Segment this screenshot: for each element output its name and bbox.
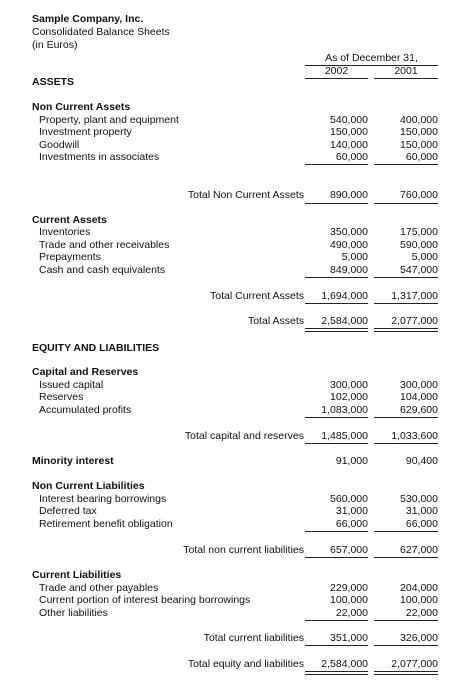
line-item-label: Retirement benefit obligation <box>39 518 173 530</box>
line-item-value-2001: 31,000 <box>405 505 438 517</box>
total-capital-reserves-2001: 1,033,600 <box>391 430 438 442</box>
line-item-label: Property, plant and equipment <box>39 114 179 126</box>
total-rule <box>374 443 438 444</box>
total-non-current-liabilities-label: Total non current liabilities <box>183 544 304 556</box>
line-item-value-2002: 31,000 <box>335 505 368 517</box>
current-assets-heading: Current Assets <box>32 214 107 226</box>
line-item-label: Cash and cash equivalents <box>39 264 166 276</box>
line-item-value-2002: 560,000 <box>330 493 368 505</box>
line-item-value-2002: 229,000 <box>330 582 368 594</box>
line-item-value-2002: 150,000 <box>330 126 368 138</box>
total-non-current-assets-2002: 890,000 <box>330 189 368 201</box>
line-item-value-2002: 350,000 <box>330 226 368 238</box>
subtotal-rule <box>305 531 368 532</box>
line-item-label: Goodwill <box>39 139 80 151</box>
line-item-label: Accumulated profits <box>39 404 132 416</box>
line-item-value-2001: 629,600 <box>400 404 438 416</box>
line-item-value-2001: 150,000 <box>400 126 438 138</box>
grand-total-double-rule <box>374 671 438 675</box>
line-item-value-2001: 175,000 <box>400 226 438 238</box>
line-item-label: Current portion of interest bearing borrowings <box>39 594 251 606</box>
current-liabilities-heading: Current Liabilities <box>32 569 122 581</box>
line-item-value-2002: 140,000 <box>330 139 368 151</box>
line-item-value-2002: 100,000 <box>330 594 368 606</box>
line-item-value-2002: 540,000 <box>330 114 368 126</box>
total-current-liabilities-2001: 326,000 <box>400 632 438 644</box>
line-item-label: Investments in associates <box>39 151 160 163</box>
grand-total-double-rule <box>374 328 438 332</box>
line-item-value-2001: 104,000 <box>400 391 438 403</box>
total-non-current-assets-2001: 760,000 <box>400 189 438 201</box>
line-item-value-2002: 1,083,000 <box>321 404 368 416</box>
line-item-value-2001: 400,000 <box>400 114 438 126</box>
line-item-value-2001: 100,000 <box>400 594 438 606</box>
total-rule <box>305 443 368 444</box>
line-item-value-2001: 5,000 <box>411 251 438 263</box>
line-item-value-2002: 22,000 <box>335 607 368 619</box>
year-2001-header: 2001 <box>394 65 418 77</box>
total-current-liabilities-2002: 351,000 <box>330 632 368 644</box>
subtotal-rule <box>374 164 438 165</box>
line-item-value-2001: 66,000 <box>405 518 438 530</box>
grand-total-double-rule <box>305 328 368 332</box>
total-rule <box>374 645 438 646</box>
total-equity-liabilities-label: Total equity and liabilities <box>187 658 304 670</box>
line-item-label: Issued capital <box>39 379 104 391</box>
total-capital-reserves-2002: 1,485,000 <box>321 430 368 442</box>
line-item-label: Investment property <box>39 126 132 138</box>
line-item-label: Other liabilities <box>39 607 108 619</box>
equity-liabilities-heading: EQUITY AND LIABILITIES <box>32 342 160 354</box>
year-rule-1 <box>305 78 368 79</box>
line-item-label: Deferred tax <box>39 505 97 517</box>
total-non-current-assets-label: Total Non Current Assets <box>187 189 304 201</box>
subtotal-rule <box>374 531 438 532</box>
total-rule <box>305 203 368 204</box>
line-item-label: Trade and other receivables <box>39 239 170 251</box>
line-item-value-2001: 547,000 <box>400 264 438 276</box>
line-item-value-2001: 60,000 <box>405 151 438 163</box>
total-rule <box>374 303 438 304</box>
minority-interest-2002: 91,000 <box>335 455 368 467</box>
subtotal-rule <box>305 417 368 418</box>
total-current-assets-2002: 1,694,000 <box>321 290 368 302</box>
line-item-value-2001: 204,000 <box>400 582 438 594</box>
subtotal-rule <box>374 277 438 278</box>
company-name: Sample Company, Inc. <box>32 13 144 25</box>
line-item-value-2002: 60,000 <box>335 151 368 163</box>
subtotal-rule <box>305 164 368 165</box>
line-item-label: Interest bearing borrowings <box>39 493 167 505</box>
total-non-current-liabilities-2002: 657,000 <box>330 544 368 556</box>
total-rule <box>305 557 368 558</box>
line-item-label: Trade and other payables <box>39 582 159 594</box>
line-item-value-2002: 66,000 <box>335 518 368 530</box>
line-item-value-2002: 102,000 <box>330 391 368 403</box>
total-rule <box>374 557 438 558</box>
subtotal-rule <box>374 620 438 621</box>
line-item-value-2002: 490,000 <box>330 239 368 251</box>
line-item-value-2001: 150,000 <box>400 139 438 151</box>
line-item-value-2001: 590,000 <box>400 239 438 251</box>
line-item-value-2001: 22,000 <box>405 607 438 619</box>
total-capital-reserves-label: Total capital and reserves <box>184 430 304 442</box>
total-rule <box>305 303 368 304</box>
total-current-assets-2001: 1,317,000 <box>391 290 438 302</box>
line-item-value-2001: 300,000 <box>400 379 438 391</box>
year-2002-header: 2002 <box>324 65 349 77</box>
as-of-header: As of December 31, <box>325 52 418 64</box>
capital-reserves-heading: Capital and Reserves <box>32 366 139 378</box>
total-current-assets-label: Total Current Assets <box>210 290 304 302</box>
non-current-assets-heading: Non Current Assets <box>32 101 131 113</box>
total-equity-liabilities-2001: 2,077,000 <box>391 658 438 670</box>
total-current-liabilities-label: Total current liabilities <box>203 632 304 644</box>
line-item-label: Reserves <box>39 391 84 403</box>
total-assets-2001: 2,077,000 <box>391 315 438 327</box>
line-item-value-2002: 849,000 <box>330 264 368 276</box>
total-rule <box>305 645 368 646</box>
total-assets-2002: 2,584,000 <box>321 315 368 327</box>
subtotal-rule <box>374 417 438 418</box>
line-item-value-2001: 530,000 <box>400 493 438 505</box>
minority-interest-2001: 90,400 <box>405 455 438 467</box>
line-item-value-2002: 300,000 <box>330 379 368 391</box>
grand-total-double-rule <box>305 671 368 675</box>
subtotal-rule <box>305 277 368 278</box>
total-assets-label: Total Assets <box>247 315 304 327</box>
total-rule <box>374 203 438 204</box>
statement-title: Consolidated Balance Sheets <box>32 26 170 38</box>
total-non-current-liabilities-2001: 627,000 <box>400 544 438 556</box>
total-equity-liabilities-2002: 2,584,000 <box>321 658 368 670</box>
year-rule-2 <box>374 78 438 79</box>
non-current-liabilities-heading: Non Current Liabilities <box>32 480 145 492</box>
line-item-value-2002: 5,000 <box>341 251 368 263</box>
minority-interest-label: Minority interest <box>32 455 114 467</box>
line-item-label: Prepayments <box>39 251 101 263</box>
subtotal-rule <box>305 620 368 621</box>
assets-heading: ASSETS <box>32 76 75 88</box>
line-item-label: Inventories <box>39 226 91 238</box>
currency-note: (in Euros) <box>32 39 78 51</box>
